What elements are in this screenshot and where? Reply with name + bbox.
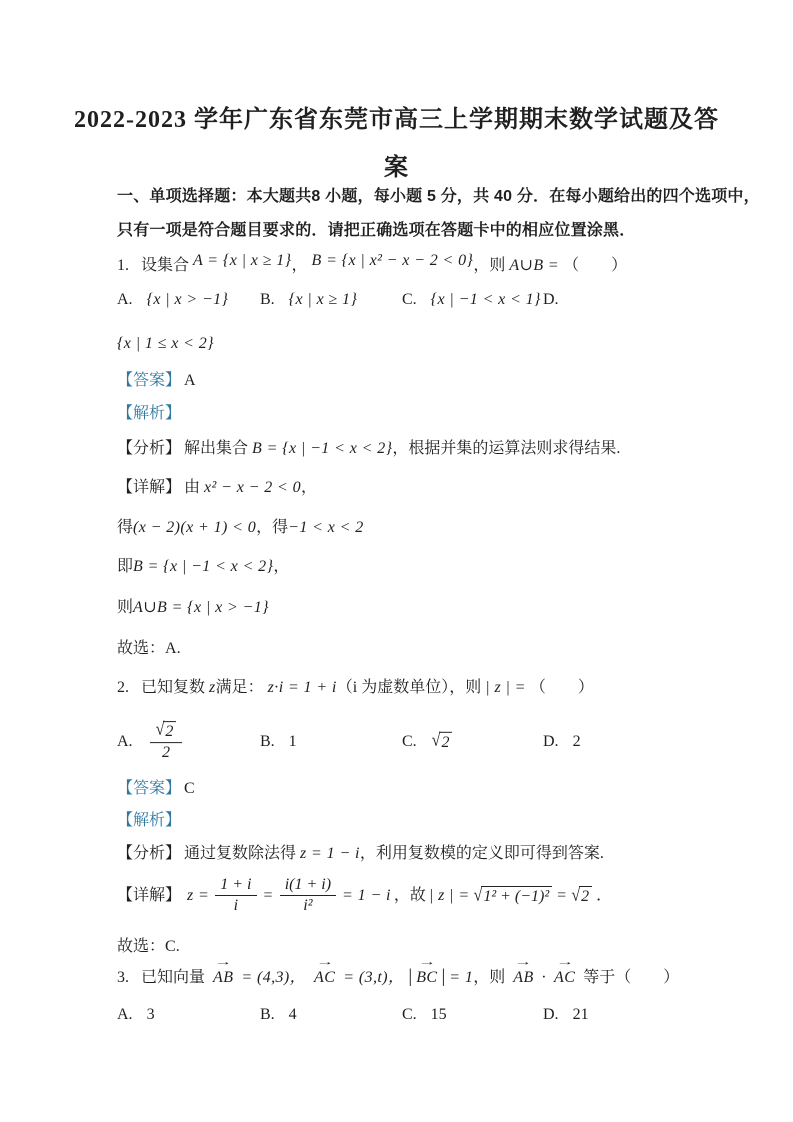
fraction-denominator: i [233,897,239,915]
radical-sign: √ [155,720,165,740]
answer-label: 【答案】 [117,372,182,389]
question-2-answer [117,779,195,799]
detail-text: 得 [117,519,134,536]
question-3-pre-text: 已知向量 [141,969,206,986]
detail-formula: = (3,t)， [343,969,405,986]
detail-formula: = 1 − i [342,886,391,904]
explain-label: 【解析】 [117,405,182,422]
option-a [117,291,228,309]
option-b [260,1006,297,1024]
fraction-denominator: i² [303,897,313,915]
option-c-label: C. [402,732,417,750]
option-b [260,733,297,751]
detail-formula: = (4,3)， [241,969,307,986]
section-heading-line-2: 只有一项是符合题目要求的．请把正确选项在答题卡中的相应位置涂黑． [117,222,636,239]
formula-set-b: B = {x | x² − x − 2 < 0} [311,252,474,269]
question-1-detail-line-2 [117,518,364,538]
question-1-analysis [117,439,620,459]
radicand: 2 [163,721,176,741]
formula-modulus-z: | z | = [485,679,526,696]
analysis-formula: B = {x | −1 < x < 2} [252,440,393,457]
analyze-label: 【分析】 [117,845,182,862]
detail-text: ， [301,479,318,496]
equals-sign: = [556,886,568,904]
option-a [117,1006,155,1024]
option-d-label: D. [543,733,559,750]
question-3-options [117,1006,757,1030]
vector-AC [554,957,576,988]
fraction-i1plusi-over-i2 [280,876,336,916]
option-c [402,1006,447,1024]
vector-arrow-icon: → [417,957,436,968]
formula-union: A∪B = [509,257,560,274]
vector-AC [314,957,336,988]
detail-formula: B = {x | −1 < x < 2} [133,558,274,575]
question-1-answer [117,371,196,391]
option-d-label: D. [543,1006,559,1023]
modulus-bar: | [408,966,413,987]
option-c-formula: {x | −1 < x < 1} [430,291,541,308]
fraction-numerator: 1 + i [215,876,256,896]
detail-formula: (x − 2)(x + 1) < 0 [133,519,257,536]
analysis-pre-text: 通过复数除法得 [184,845,297,862]
question-3-number: 3. [117,969,129,986]
vector-arrow-icon: → [315,957,334,968]
analysis-pre-text: 解出集合 [184,440,249,457]
option-b-value: 1 [288,733,297,750]
detail-formula: = 1 [449,969,474,986]
option-c-label: C. [402,1006,417,1023]
question-2-analysis [117,844,604,864]
vector-AB [513,957,534,988]
question-3-mid-text: ，则 [473,969,506,986]
vector-arrow-icon: → [514,957,533,968]
detail-label: 【详解】 [117,479,182,496]
option-d-value: 2 [572,733,581,750]
sqrt-expression [432,732,453,752]
analysis-formula: z = 1 − i [300,845,360,862]
choice-parens: （ ） [529,679,594,696]
radical-sign: √ [473,885,483,905]
detail-text: 则 [117,599,134,616]
detail-text: 即 [117,558,134,575]
sqrt-expression [474,886,553,906]
answer-value: A [184,372,196,389]
radicand: 2 [579,886,592,906]
option-a-label: A. [117,1006,133,1023]
question-1-stem [117,252,628,276]
explain-label: 【解析】 [117,812,182,829]
formula-z: z [209,679,216,696]
question-3-stem [117,957,680,989]
question-1-options [117,291,757,315]
vector-letters: AC [554,969,576,986]
question-2-stem [117,678,594,698]
fraction-denominator: 2 [161,744,170,762]
vector-letters: BC [416,969,438,986]
comma: ， [291,257,308,274]
question-1-detail-line-4 [117,598,269,618]
option-c [402,291,541,309]
option-b-value: 4 [288,1006,297,1023]
question-3-post-text: 等于（ ） [583,969,680,986]
radical-sign: √ [431,730,441,750]
detail-text: ． [596,886,613,904]
sqrt-expression [571,886,592,906]
option-d [543,733,581,751]
option-c-label: C. [402,291,417,308]
question-2-number: 2. [117,679,129,696]
detail-formula: z = [187,886,210,904]
equals-sign: = [262,886,274,904]
question-2-note-text: （i 为虚数单位），则 [336,679,482,696]
vector-letters: AB [213,969,234,986]
dot-operator: · [541,969,547,986]
question-2-conclusion [117,937,180,957]
detail-formula: −1 < x < 2 [288,519,364,536]
formula-modulus-z: | z | = [428,886,470,904]
option-a-label: A. [117,291,133,308]
analyze-label: 【分析】 [117,440,182,457]
question-2-pre-text: 已知复数 [141,679,206,696]
vector-BC [416,957,438,988]
answer-label: 【答案】 [117,780,182,797]
formula-set-a: A = {x | x ≥ 1} [193,252,292,269]
choose-label: 故选： [117,938,166,955]
page-title-line-1: 2022-2023 学年广东省东莞市高三上学期期末数学试题及答 [74,107,719,133]
radicand: 1² + (−1)² [481,886,552,906]
question-1-pre-text: 设集合 [141,257,190,274]
question-1-conclusion [117,639,181,659]
radical-sign: √ [571,885,581,905]
section-heading-line-1: 一、单项选择题：本大题共8 小题，每小题 5 分，共 40 分．在每小题给出的四个选项中， [117,188,760,205]
fraction-1plusi-over-i [215,876,256,916]
option-c-value: 15 [430,1006,447,1023]
question-2-options [117,716,757,768]
question-1-explain-label [117,404,181,424]
choice-parens: （ ） [563,257,628,274]
question-2-detail [117,876,612,916]
detail-label: 【详解】 [117,886,182,904]
detail-text: ，故 [393,886,426,904]
option-a-label: A. [117,733,133,750]
option-b-label: B. [260,291,275,308]
vector-letters: AC [314,969,336,986]
option-d [543,291,573,309]
analysis-post-text: ，根据并集的运算法则求得结果. [392,440,621,457]
detail-formula: x² − x − 2 < 0 [204,479,302,496]
choose-value: A. [165,640,181,657]
question-1-number: 1. [117,257,129,274]
fraction-numerator: i(1 + i) [280,876,336,896]
choose-label: 故选： [117,640,166,657]
choose-value: C. [165,938,180,955]
question-1-option-d-content: {x | 1 ≤ x < 2} [117,335,214,352]
option-b [260,291,357,309]
detail-formula: A∪B = {x | x > −1} [133,599,269,616]
option-d-label: D. [543,291,559,308]
vector-arrow-icon: → [214,957,233,968]
option-b-label: B. [260,1006,275,1023]
option-d-value: 21 [572,1006,589,1023]
option-a-formula: {x | x > −1} [146,291,229,308]
detail-text: 由 [184,479,201,496]
analysis-post-text: ，利用复数模的定义即可得到答案. [359,845,604,862]
question-2-mid-text: 满足： [215,679,264,696]
option-a-value: 3 [146,1006,155,1023]
radicand: 2 [439,732,452,752]
modulus-bar: | [441,966,446,987]
option-a [117,721,185,763]
sqrt-expression [156,721,177,741]
page-title-line-2: 案 [384,155,409,181]
fraction-sqrt2-over-2 [150,721,183,763]
question-2-explain-label [117,811,181,831]
detail-text: ，得 [256,519,289,536]
vector-AB [213,957,234,988]
option-c [402,732,453,752]
vector-letters: AB [513,969,534,986]
vector-arrow-icon: → [555,957,574,968]
answer-value: C [184,780,195,797]
question-1-detail-line-3 [117,557,289,577]
detail-text: ， [273,558,290,575]
option-b-formula: {x | x ≥ 1} [288,291,358,308]
question-1-mid-text: ，则 [473,257,506,274]
formula-zi-equation: z·i = 1 + i [267,679,337,696]
option-b-label: B. [260,733,275,750]
question-1-detail-line-1 [117,478,317,498]
option-d [543,1006,589,1024]
